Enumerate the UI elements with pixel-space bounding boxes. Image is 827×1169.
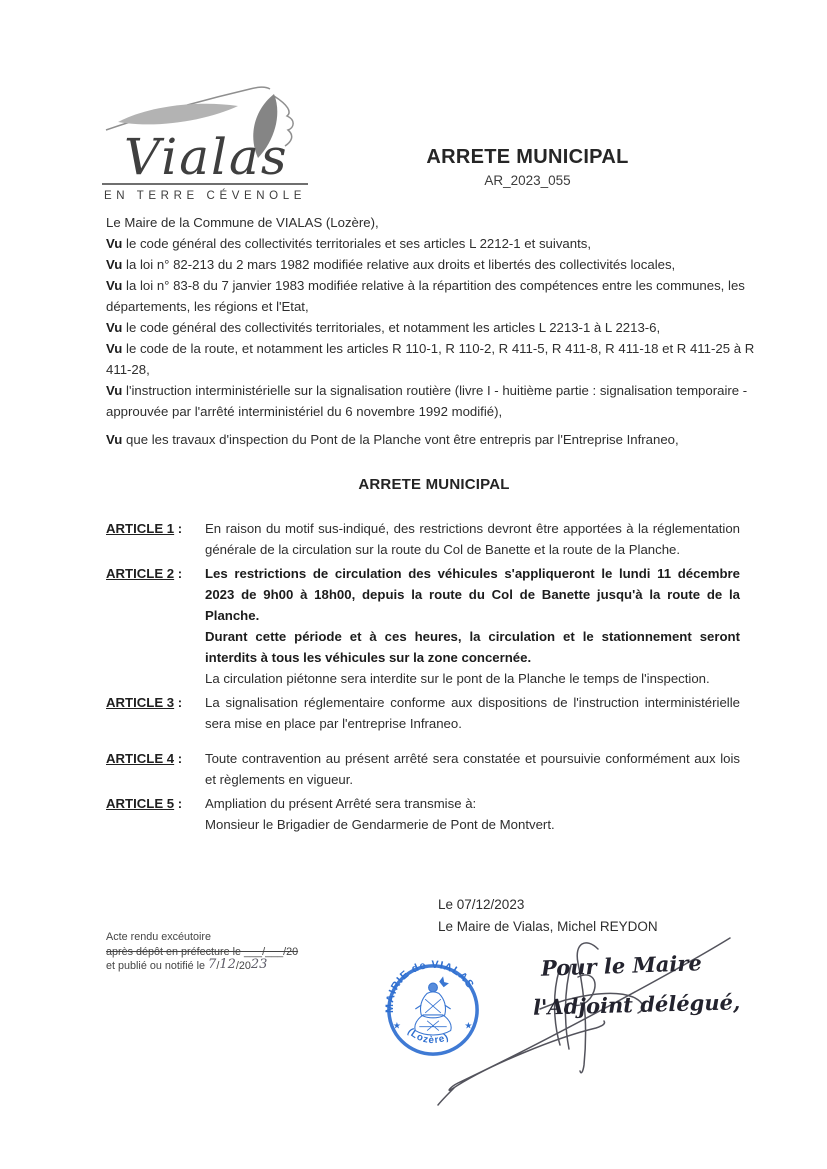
- article-2-body: [205, 563, 740, 689]
- article-paragraph: Durant cette période et à ces heures, la circulation et le stationnement seront interdits à tous les véhicules sur la zone concernée.: [205, 629, 740, 665]
- vu-text: la loi n° 83-8 du 7 janvier 1983 modifiée relative à la répartition des compétences entre les communes, les départements, les régions et l'Etat,: [106, 278, 745, 314]
- stamp-star-right: ★: [464, 1020, 473, 1031]
- signer-line: Le Maire de Vialas, Michel REYDON: [438, 919, 658, 934]
- vu-text: le code général des collectivités territoriales, et notamment les articles L 2213-1 à L 2213-6,: [122, 320, 661, 335]
- article-4-label: ARTICLE 4 :: [106, 751, 183, 766]
- article-paragraph: Monsieur le Brigadier de Gendarmerie de Pont de Montvert.: [205, 817, 555, 832]
- vu-item: [106, 275, 762, 317]
- vu-label: Vu: [106, 320, 123, 335]
- article-paragraph: La signalisation réglementaire conforme aux dispositions de l'instruction interministérielle sera mise en place par l'entreprise Infraneo.: [205, 695, 740, 731]
- article-5-body: [205, 793, 740, 835]
- article-1-body: [205, 518, 740, 560]
- article-paragraph: Toute contravention au présent arrêté sera constatée et poursuivie conformément aux lois et règlements en vigueur.: [205, 751, 740, 787]
- leaf-light: [118, 104, 238, 125]
- article-4: [106, 748, 762, 790]
- section-heading: ARRETE MUNICIPAL: [358, 476, 510, 493]
- vu-item: [106, 233, 762, 254]
- vu-text: la loi n° 82-213 du 2 mars 1982 modifiée relative aux droits et libertés des collectivités locales,: [122, 257, 676, 272]
- vu-label: Vu: [106, 278, 123, 293]
- logo-name: Vialas: [124, 128, 289, 186]
- article-3-body: [205, 692, 740, 734]
- vu-item: [106, 254, 762, 275]
- hand-month: 12: [219, 957, 236, 972]
- document-reference: AR_2023_055: [484, 173, 571, 188]
- logo-swoosh-icon: [98, 72, 322, 204]
- intro-line: Le Maire de la Commune de VIALAS (Lozère),: [106, 215, 379, 230]
- vialas-logo: [98, 72, 322, 204]
- exec-note-line3: et publié ou notifié le 7/12/2023: [106, 957, 268, 972]
- exec-note-line3-prefix: et publié ou notifié le: [106, 960, 209, 972]
- article-3: [106, 692, 762, 734]
- vu-label: Vu: [106, 341, 123, 356]
- article-paragraph: Ampliation du présent Arrêté sera transmise à:: [205, 796, 477, 811]
- stamp-bottom-text: (Lozère): [405, 1026, 452, 1047]
- article-2-label: ARTICLE 2 :: [106, 566, 183, 581]
- article-5-label: ARTICLE 5 :: [106, 796, 183, 811]
- vu-text: que les travaux d'inspection du Pont de la Planche vont être entrepris par l'Entreprise Infraneo,: [122, 432, 679, 447]
- vu-label: Vu: [106, 236, 123, 251]
- exec-note-line1: Acte rendu excéutoire: [106, 931, 212, 943]
- date-line: Le 07/12/2023: [438, 897, 525, 912]
- vu-text: le code général des collectivités territoriales et ses articles L 2212-1 et suivants,: [122, 236, 592, 251]
- vu-text: l'instruction interministérielle sur la signalisation routière (livre I - huitième partie : signalisation temporaire - approuvée par l'arrêté interministériel du 6 novembre 1992 modifié),: [106, 383, 748, 419]
- logo-tagline: EN TERRE CÉVENOLE: [104, 190, 306, 202]
- stamp-top-text: MAIRIE de VIALAS: [384, 958, 477, 1014]
- article-paragraph: Les restrictions de circulation des véhicules s'appliqueront le lundi 11 décembre 2023 de 9h00 à 18h00, depuis la route du Col de Banette jusqu'à la route de la Planche.: [205, 566, 740, 623]
- article-paragraph: En raison du motif sus-indiqué, des restrictions devront être apportées à la réglementation générale de la circulation sur la route du Col de Banette et la route de la Planche.: [205, 521, 740, 557]
- article-4-body: [205, 748, 740, 790]
- document-body: [106, 212, 762, 838]
- hand-day: 7: [208, 957, 217, 972]
- article-1-label: ARTICLE 1 :: [106, 521, 183, 536]
- vu-item: [106, 429, 762, 450]
- hand-text-adjoint-delegue: l'Adjoint délégué,: [532, 989, 741, 1020]
- vu-item: [106, 338, 762, 380]
- executory-note: [106, 930, 298, 974]
- vu-label: Vu: [106, 257, 123, 272]
- article-1: [106, 518, 762, 560]
- vu-item: [106, 317, 762, 338]
- article-2: [106, 563, 762, 689]
- title-block: [395, 146, 660, 188]
- hand-year: 23: [250, 957, 268, 972]
- vu-item: [106, 380, 762, 422]
- article-paragraph: La circulation piétonne sera interdite sur le pont de la Planche le temps de l'inspection.: [205, 671, 710, 686]
- stamp-star-left: ★: [392, 1020, 401, 1031]
- hand-text-pour-le-maire: Pour le Maire: [540, 950, 703, 981]
- vu-label: Vu: [106, 432, 123, 447]
- vu-label: Vu: [106, 383, 123, 398]
- document-title: ARRETE MUNICIPAL: [426, 146, 629, 168]
- vu-text: le code de la route, et notamment les articles R 110-1, R 110-2, R 411-5, R 411-8, R 411-18 et R 411-25 à R 411-28,: [106, 341, 755, 377]
- printed-year: /20: [235, 960, 251, 972]
- exec-note-line2-struck: après dépôt en préfecture le ___/___/20: [106, 945, 299, 958]
- article-3-label: ARTICLE 3 :: [106, 695, 183, 710]
- article-5: [106, 793, 762, 835]
- articles-list: [106, 518, 762, 835]
